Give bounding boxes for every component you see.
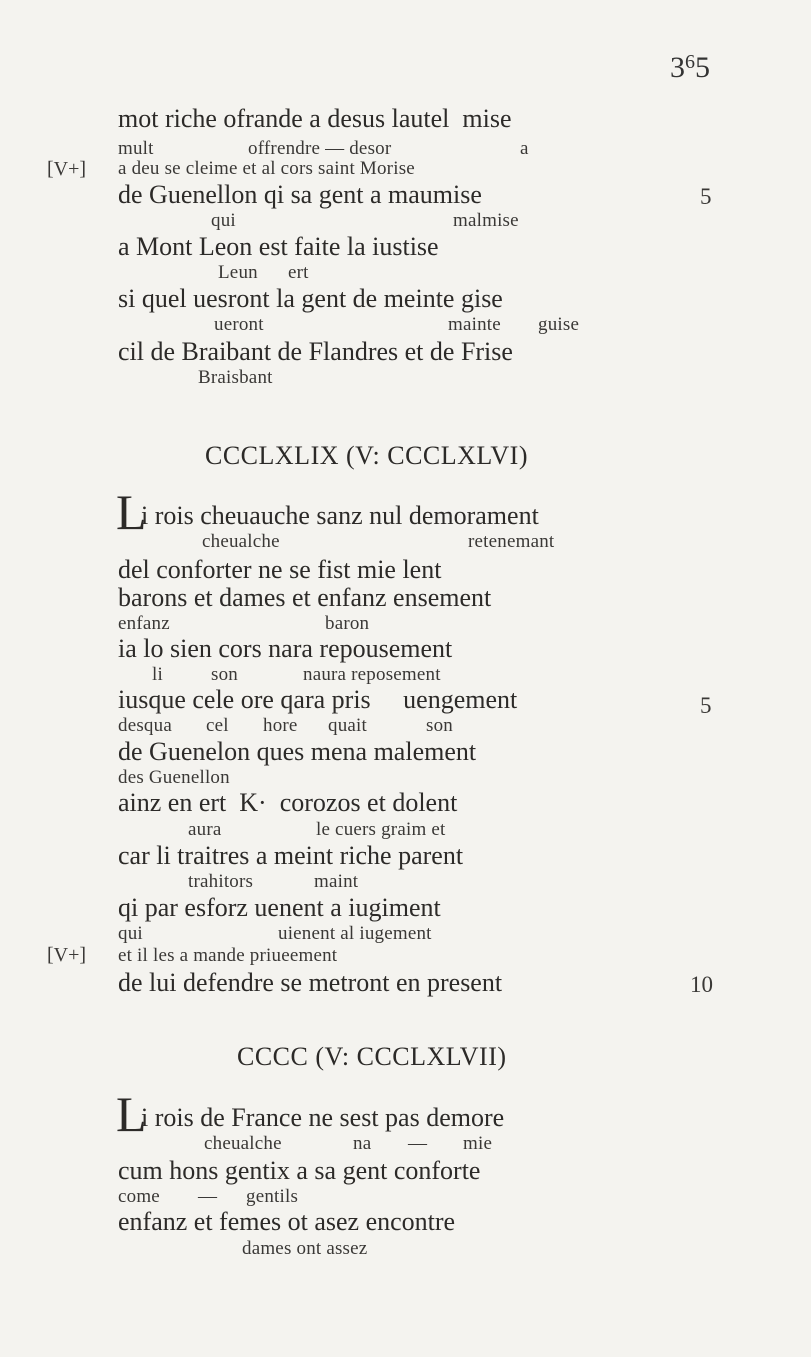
- variant-line: come — gentils: [118, 1186, 299, 1207]
- verse-line: de Guenelon ques mena malement: [118, 737, 477, 766]
- variant-line: a deu se cleime et al cors saint Morise: [118, 158, 415, 179]
- verse-line: si quel uesront la gent de meinte gise: [118, 284, 503, 313]
- variant-marker: [V+]: [47, 158, 87, 180]
- variant-line: Braisbant: [198, 367, 273, 388]
- variant-line: enfanz baron: [118, 613, 370, 634]
- variant-line: cheualche na — mie: [204, 1133, 493, 1154]
- section-heading: CCCLXLIX (V: CCCLXLVI): [205, 441, 528, 470]
- verse-line: de Guenellon qi sa gent a maumise: [118, 180, 482, 209]
- variant-line: et il les a mande priueement: [118, 945, 338, 966]
- verse-line: qi par esforz uenent a iugiment: [118, 893, 441, 922]
- verse-line: ia lo sien cors nara repousement: [118, 634, 453, 663]
- verse-line: cum hons gentix a sa gent conforte: [118, 1156, 481, 1185]
- variant-line: desqua cel hore quait son: [118, 715, 453, 736]
- verse-line: mot riche ofrande a desus lautel mise: [118, 104, 512, 133]
- verse-line: ainz en ert K· corozos et dolent: [118, 788, 458, 817]
- variant-line: Leun ert: [218, 262, 309, 283]
- variant-line: mult offrendre — desor a: [118, 138, 529, 159]
- verse-line: car li traitres a meint riche parent: [118, 841, 464, 870]
- verse-line: a Mont Leon est faite la iustise: [118, 232, 439, 261]
- verse-line: de lui defendre se metront en present: [118, 968, 503, 997]
- verse-line: enfanz et femes ot asez encontre: [118, 1207, 456, 1236]
- variant-line: cheualche retenemant: [202, 531, 555, 552]
- section-heading: CCCC (V: CCCLXLVII): [237, 1042, 507, 1071]
- line-number: 10: [690, 972, 713, 997]
- variant-marker: [V+]: [47, 944, 87, 966]
- variant-line: trahitors maint: [188, 871, 359, 892]
- variant-line: qui malmise: [211, 210, 519, 231]
- verse-line: i rois cheuauche sanz nul demorament: [141, 501, 539, 530]
- verse-line: del conforter ne se fist mie lent: [118, 555, 442, 584]
- verse-line: barons et dames et enfanz ensement: [118, 583, 492, 612]
- line-number: 5: [700, 693, 712, 718]
- variant-line: dames ont assez: [242, 1238, 368, 1259]
- verse-line: cil de Braibant de Flandres et de Frise: [118, 337, 513, 366]
- drop-initial: L: [116, 484, 147, 540]
- variant-line: des Guenellon: [118, 767, 230, 788]
- drop-initial: L: [116, 1086, 147, 1142]
- variant-line: li son naura reposement: [152, 664, 441, 685]
- variant-line: ueront mainte guise: [214, 314, 580, 335]
- line-number: 5: [700, 184, 712, 209]
- variant-line: aura le cuers graim et: [188, 819, 446, 840]
- verse-line: i rois de France ne sest pas demore: [141, 1103, 505, 1132]
- variant-line: qui uienent al iugement: [118, 923, 432, 944]
- page-number: $3^65$: [670, 51, 710, 84]
- verse-line: iusque cele ore qara pris uengement: [118, 685, 518, 714]
